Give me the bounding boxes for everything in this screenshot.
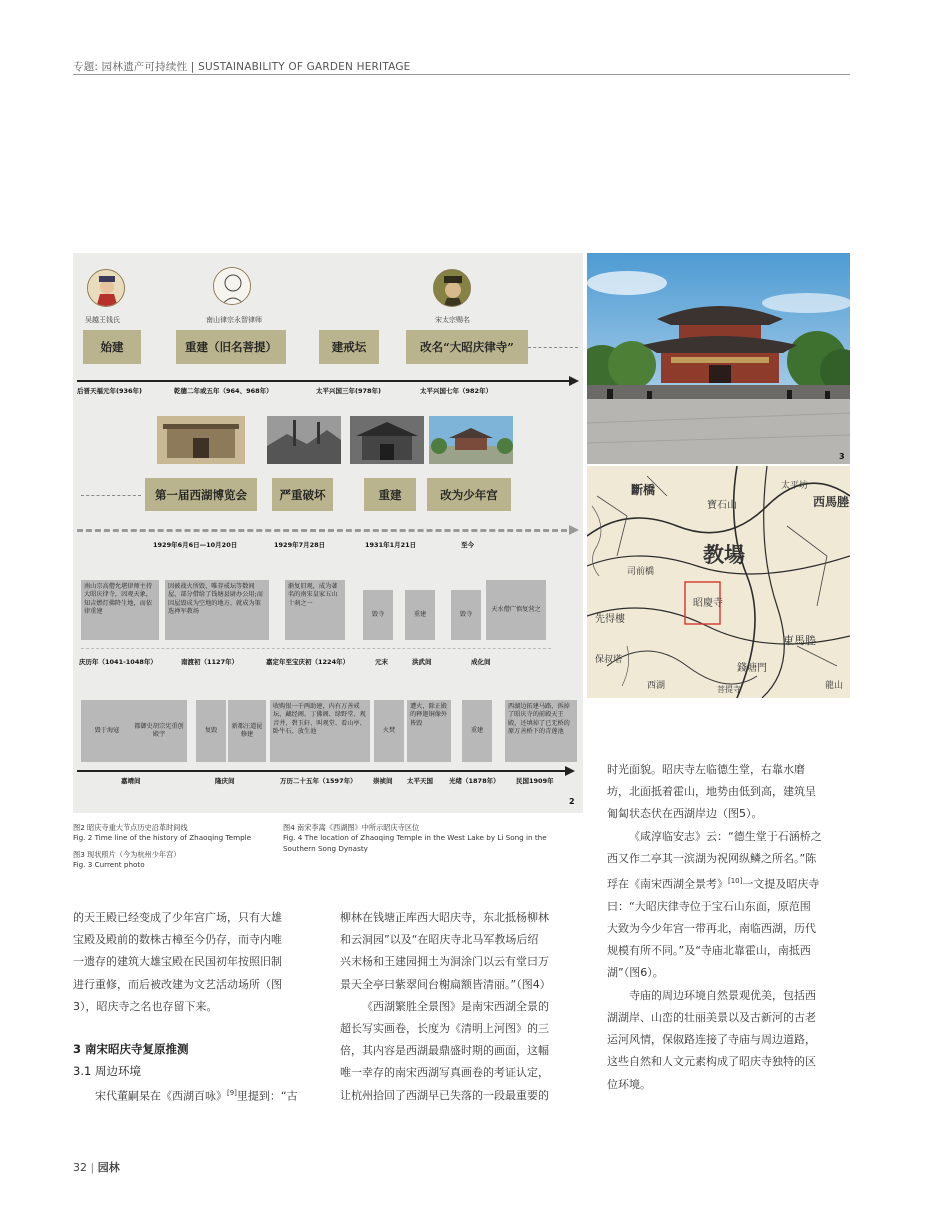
map-label-qiantangmen: 錢塘門 <box>737 663 767 674</box>
note-nandu: 因被战火所毁，唯存戒坛等数间屋，部分借给了钱塘县尉办公用;而因屋毁成为空地的地方，就成为策选禅军教场 <box>165 580 269 640</box>
map-label-longshan: 龍山 <box>825 681 844 691</box>
note-yuanmo: 毁寺 <box>363 590 393 640</box>
right-line: 匍匐状态伏在西湖岸边（图5）。 <box>607 807 763 821</box>
figure-2-timeline <box>73 253 583 813</box>
portrait-yongzhi <box>213 267 251 305</box>
caption-fig4-en-1: Fig. 4 The location of Zhaoqing Temple in the West Lake by Li Song in the <box>283 833 547 843</box>
date-taiping: 太平天国 <box>407 777 433 785</box>
map-label-ximacheng: 西馬塍 <box>813 495 850 509</box>
right-line: 位环境。 <box>607 1077 651 1091</box>
left-line-part: 里提到：“古 <box>236 1090 298 1104</box>
date-936: 后晋天福元年(936年) <box>77 387 143 395</box>
photo-expo-gate <box>157 416 245 464</box>
note-jiading: 渐复旧观，成为著名的南宋皇家五山十刹之一 <box>285 580 345 640</box>
note-chenghua-2: 天水僧广慎复营之 <box>486 580 546 640</box>
date-guangxu: 光绪（1878年） <box>449 777 500 785</box>
event-west-lake-expo: 第一届西湖博览会 <box>145 478 257 511</box>
running-header: 专题: 园林遗产可持续性 | SUSTAINABILITY OF GARDEN HERITAGE <box>73 61 411 73</box>
note-fuhui: 复毁 <box>196 700 226 762</box>
event-founding: 始建 <box>83 330 141 364</box>
note-huofen: 火焚 <box>374 700 404 762</box>
figure-2-number: 2 <box>569 797 575 806</box>
date-longqing: 隆庆间 <box>215 777 235 785</box>
note-guangxu: 重建 <box>462 700 492 762</box>
event-ordination-platform: 建戒坛 <box>319 330 379 364</box>
date-jiajing: 嘉靖间 <box>121 777 141 785</box>
portrait-label-qian: 吴越王钱氏 <box>85 316 120 324</box>
map-label-siqianqiao: 司前橋 <box>627 567 655 577</box>
mid-line: 柳林在钱塘正库西大昭庆寺，东北抵杨柳林 <box>340 911 549 924</box>
date-wanli: 万历二十五年（1597年） <box>280 777 357 785</box>
date-chenghua: 成化间 <box>471 658 491 666</box>
date-964: 乾德二年或五年（964、968年） <box>174 387 273 395</box>
right-line-part: 琈在《南宋西湖全景考》 <box>607 877 728 891</box>
left-line: 进行重修，而后被改建为文艺活动场所（图 <box>73 977 282 991</box>
header-rule <box>73 74 850 75</box>
map-label-baoshuta: 保叔塔 <box>595 655 623 665</box>
right-line: 坊，北面抵着霍山，地势由低到高，建筑呈 <box>607 785 816 799</box>
caption-fig2-en: Fig. 2 Time line of the history of Zhaoqing Temple <box>73 833 252 843</box>
right-line: 规模有所不同。”及“寺庙北靠霍山，南抵西 <box>607 944 811 958</box>
date-1931: 1931年1月21日 <box>365 541 417 549</box>
map-label-jiaochang: 教場 <box>703 542 745 567</box>
mid-line: 景天全亭曰紫翠间台榭扁额皆清丽。”（图4） <box>340 977 551 991</box>
right-line: 寺庙的周边环境自然景观优美，包括西 <box>629 988 816 1002</box>
caption-fig4-en-2: Southern Song Dynasty <box>283 843 368 853</box>
map-label-dongmacheng: 東馬塍 <box>783 634 816 647</box>
event-rebuild-1931: 重建 <box>364 478 416 511</box>
photo-rebuild <box>350 416 424 464</box>
date-minguo: 民国1909年 <box>516 777 554 785</box>
mid-line: 唯一幸存的南宋西湖写真画卷的考证认定， <box>340 1066 549 1080</box>
figure-4-map <box>587 466 850 698</box>
date-1929-jul: 1929年7月28日 <box>274 541 326 549</box>
date-qingli: 庆历年（1041-1048年） <box>79 658 157 666</box>
photo-damage <box>267 416 341 464</box>
caption-fig4-cn: 图4 南宋李嵩《西湖图》中所示昭庆寺区位 <box>283 823 420 832</box>
event-severe-damage: 严重破坏 <box>272 478 333 511</box>
page-footer: 32 | 园林 <box>73 1161 120 1174</box>
date-982: 太平兴国七年（982年） <box>420 387 493 395</box>
mid-line: 倍，其内容是西湖最鼎盛时期的画面，这幅 <box>340 1044 549 1058</box>
caption-fig3 <box>73 850 180 871</box>
citation-9: [9] <box>227 1089 237 1098</box>
note-qingli: 南山宗高僧允堪律师主持大昭庆律寺，因观天象，知吉燃灯佛降生地，而依律重建 <box>81 580 159 640</box>
right-line: 《咸淳临安志》云：“德生堂于石涵桥之 <box>629 829 822 843</box>
right-line: 这些自然和人文元素构成了昭庆寺独特的区 <box>607 1055 816 1069</box>
timeline-axis-4 <box>77 770 567 772</box>
event-youth-palace: 改为少年宫 <box>427 478 511 511</box>
date-978: 太平兴国三年(978年) <box>316 387 382 395</box>
mid-line: 和云洞园”以及“在昭庆寺北马军教场后绍 <box>340 933 539 947</box>
page-number: 32 <box>73 1161 87 1174</box>
right-line: 湖湖岸、山峦的壮丽美景以及古新河的古老 <box>607 1010 816 1024</box>
right-line: 运河风情，保俶路连接了寺庙与周边道路， <box>607 1033 816 1047</box>
photo-youth-palace <box>429 416 513 464</box>
body-left-column <box>73 907 318 1108</box>
map-label-xihu: 西湖 <box>647 681 666 691</box>
note-wanli: 收购银一千两助建，内有万善戒坛、藏经阁、丁佛阁、绿野堂、观音井、碧玉轩、叫观堂、看山亭、卧牛石、放生池 <box>270 700 370 762</box>
mid-line: 《西湖繁胜全景图》是南宋西湖全景的 <box>362 999 549 1013</box>
right-line: 时光面貌。昭庆寺左临德生堂，右靠水磨 <box>607 763 805 776</box>
section-heading-3-1: 3.1 周边环境 <box>73 1064 141 1079</box>
date-yuanmo: 元末 <box>375 658 388 666</box>
right-line: 西又作二亭其一滨湖为祝网纵鳞之所名。”陈 <box>607 851 817 865</box>
body-middle-column <box>340 907 585 1107</box>
caption-fig3-cn: 图3 现状照片（今为杭州少年宫） <box>73 850 181 859</box>
note-hu-zongxian: 都御史胡宗宪重创殿宇 <box>131 700 187 762</box>
left-line: 一遗存的建筑大雄宝殿在民国初年按照旧制 <box>73 955 282 969</box>
note-chenghua-1: 毁寺 <box>451 590 481 640</box>
journal-name: 园林 <box>97 1161 120 1174</box>
map-label-baoshishan: 寶石山 <box>707 500 737 511</box>
note-wang-daokun: 新都汪道昆修建 <box>228 700 266 762</box>
body-right-column <box>607 759 850 1096</box>
figure-3-number: 3 <box>839 452 845 461</box>
caption-fig3-en: Fig. 3 Current photo <box>73 860 145 870</box>
event-rebuild-puti: 重建（旧名菩提） <box>176 330 286 364</box>
portrait-taizong <box>433 269 471 307</box>
left-line: 3），昭庆寺之名也存留下来。 <box>73 999 218 1013</box>
right-line: 大致为今少年宫一带再北，南临西湖，历代 <box>607 922 816 936</box>
note-taiping: 遭火，除正殿的释迦铜像外皆毁 <box>407 700 451 762</box>
caption-fig2 <box>73 823 251 844</box>
portrait-qian <box>87 269 125 307</box>
right-line-part: 一文提及昭庆寺 <box>742 877 820 891</box>
timeline-axis-1 <box>77 380 571 382</box>
event-renamed: 改名“大昭庆律寺” <box>406 330 528 364</box>
caption-fig4 <box>283 823 547 854</box>
citation-10: [10] <box>728 877 743 886</box>
map-label-taipingfang: 太平坊 <box>781 481 809 491</box>
left-line <box>73 1082 318 1108</box>
note-minguo: 西湖边拓建马路，拆掉了昭庆寺的前殿天王殿，还填掉了已无桥的原万善桥下的青莲池 <box>505 700 577 762</box>
left-line-part: 宋代董嗣杲在《西湖百咏》 <box>95 1090 227 1104</box>
date-jiading: 嘉定年至宝庆初（1224年） <box>266 658 350 666</box>
map-label-putisi: 菩提寺 <box>717 685 741 694</box>
map-label-xiandelou: 先得樓 <box>595 614 625 625</box>
mid-line: 兴末杨和王建园拥土为洞涂门以云有堂曰万 <box>340 955 549 969</box>
map-label-duanqiao: 斷橋 <box>631 483 656 497</box>
date-chongzhen: 崇祯间 <box>373 777 393 785</box>
date-nandu: 南渡初（1127年） <box>181 658 239 666</box>
date-now: 至今 <box>461 541 474 549</box>
right-line: 曰：“大昭庆律寺位于宝石山东面，原范围 <box>607 899 811 913</box>
date-hongwu: 洪武间 <box>412 658 432 666</box>
mid-line: 超长写实画卷，长度为《清明上河图》的三 <box>340 1022 549 1036</box>
note-pirates: 毁于海寇 <box>81 700 133 762</box>
left-line: 的天王殿已经变成了少年宫广场，只有大雄 <box>73 911 282 924</box>
portrait-label-yongzhi: 南山律宗永智律师 <box>206 316 262 324</box>
note-hongwu: 重建 <box>405 590 435 640</box>
left-line: 宝殿及殿前的数株古樟至今仍存，而寺内唯 <box>73 933 282 947</box>
section-heading-3: 3 南宋昭庆寺复原推测 <box>73 1042 189 1057</box>
timeline-axis-2 <box>77 529 567 532</box>
date-1929-expo: 1929年6月6日—10月20日 <box>153 541 238 549</box>
mid-line: 让杭州拾回了西湖早已失落的一段最重要的 <box>340 1088 549 1102</box>
portrait-label-taizong: 宋太宗赐名 <box>435 316 470 324</box>
right-line: 湖”（图6）。 <box>607 966 664 980</box>
caption-fig2-cn: 图2 昭庆寺重大节点历史沿革时间线 <box>73 823 188 832</box>
right-line <box>607 870 850 896</box>
map-label-zhaoqing: 昭慶寺 <box>693 598 723 609</box>
figure-3-photo <box>587 253 850 464</box>
